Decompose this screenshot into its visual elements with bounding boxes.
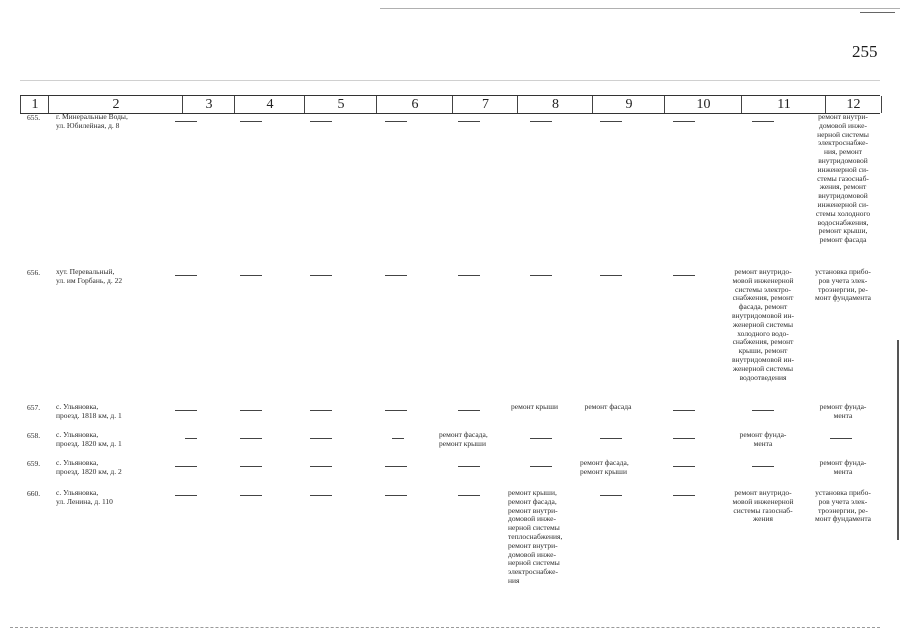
empty-cell-dash [240, 495, 262, 496]
column-header: 1 [20, 96, 49, 113]
empty-cell-dash [310, 410, 332, 411]
scan-edge-line [860, 12, 895, 13]
work-cell-col12: ремонт фунда- мента [819, 458, 867, 476]
empty-cell-dash [673, 275, 695, 276]
work-cell-col12: ремонт внутри- домовой инже- нерной системы электроснабже- ния, ремонт внутридомовой инженерной си- стемы газоснаб- жения, ремонт внутридомовой инженерной си- стемы холодного водоснабжения, ремонт крыши, ремонт фасада [815, 112, 871, 245]
empty-cell-dash [530, 275, 552, 276]
empty-cell-dash [530, 121, 552, 122]
column-header: 9 [592, 96, 665, 113]
empty-cell-dash [175, 466, 197, 467]
work-cell-col9: ремонт фасада [584, 402, 632, 411]
empty-cell-dash [600, 438, 622, 439]
empty-cell-dash [752, 466, 774, 467]
column-header: 6 [376, 96, 453, 113]
empty-cell-dash [310, 466, 332, 467]
empty-cell-dash [175, 275, 197, 276]
column-header: 2 [48, 96, 183, 113]
empty-cell-dash [175, 495, 197, 496]
empty-cell-dash [175, 410, 197, 411]
empty-cell-dash [240, 466, 262, 467]
empty-cell-dash [240, 121, 262, 122]
empty-cell-dash [385, 466, 407, 467]
empty-cell-dash [458, 121, 480, 122]
empty-cell-dash [310, 438, 332, 439]
row-number: 660. [27, 489, 41, 498]
work-cell-col11: ремонт внутридо- мовой инженерной системы газоснаб- жения [732, 488, 794, 524]
empty-cell-dash [600, 275, 622, 276]
column-header: 3 [182, 96, 235, 113]
empty-cell-dash [385, 495, 407, 496]
empty-cell-dash [385, 275, 407, 276]
empty-cell-dash [673, 410, 695, 411]
empty-cell-dash [752, 410, 774, 411]
row-number: 657. [27, 403, 41, 412]
scan-edge-line [20, 80, 880, 81]
address-cell: с. Ульяновка, ул. Ленина, д. 110 [56, 488, 113, 506]
row-number: 658. [27, 431, 41, 440]
address-cell: с. Ульяновка, проезд. 1818 км, д. 1 [56, 402, 122, 420]
empty-cell-dash [673, 466, 695, 467]
empty-cell-dash [310, 495, 332, 496]
work-cell-col7: ремонт фасада, ремонт крыши [439, 430, 488, 448]
address-cell: г. Минеральные Воды, ул. Юбилейная, д. 8 [56, 112, 128, 130]
empty-cell-dash [385, 410, 407, 411]
empty-cell-dash [830, 438, 852, 439]
column-header: 10 [664, 96, 742, 113]
column-header: 7 [452, 96, 518, 113]
scan-edge-line [380, 8, 900, 9]
empty-cell-dash [240, 275, 262, 276]
row-number: 655. [27, 113, 41, 122]
row-number: 659. [27, 459, 41, 468]
column-header: 8 [517, 96, 593, 113]
empty-cell-dash [673, 438, 695, 439]
empty-cell-dash [392, 438, 404, 439]
empty-cell-dash [600, 495, 622, 496]
work-cell-col8: ремонт крыши [511, 402, 558, 411]
empty-cell-dash [673, 495, 695, 496]
address-cell: хут. Перевальный, ул. им Горбань, д. 22 [56, 267, 123, 285]
empty-cell-dash [185, 438, 197, 439]
empty-cell-dash [673, 121, 695, 122]
column-header: 5 [304, 96, 377, 113]
address-cell: с. Ульяновка, проезд. 1820 км, д. 2 [56, 458, 122, 476]
empty-cell-dash [458, 466, 480, 467]
scan-bottom-rule [10, 627, 880, 628]
column-header: 4 [234, 96, 305, 113]
column-header: 11 [741, 96, 826, 113]
work-cell-col11: ремонт фунда- мента [739, 430, 787, 448]
empty-cell-dash [752, 121, 774, 122]
empty-cell-dash [458, 410, 480, 411]
work-cell-col8: ремонт крыши, ремонт фасада, ремонт внутри- домовой инже- нерной системы теплоснабжения, ремонт внутри- домовой инже- нерной системы электроснабже- ния [508, 488, 563, 585]
empty-cell-dash [458, 495, 480, 496]
empty-cell-dash [458, 275, 480, 276]
work-cell-col12: ремонт фунда- мента [819, 402, 867, 420]
empty-cell-dash [385, 121, 407, 122]
empty-cell-dash [530, 438, 552, 439]
empty-cell-dash [310, 275, 332, 276]
work-cell-col12: установка прибо- ров учета элек- троэнергии, ре- монт фундамента [814, 488, 872, 524]
table-header [20, 95, 880, 114]
column-header: 12 [825, 96, 882, 113]
empty-cell-dash [530, 466, 552, 467]
page-number: 255 [852, 42, 878, 61]
empty-cell-dash [175, 121, 197, 122]
address-cell: с. Ульяновка, проезд. 1820 км, д. 1 [56, 430, 122, 448]
row-number: 656. [27, 268, 41, 277]
empty-cell-dash [240, 438, 262, 439]
empty-cell-dash [240, 410, 262, 411]
empty-cell-dash [310, 121, 332, 122]
work-cell-col11: ремонт внутридо- мовой инженерной системы электро- снабжения, ремонт фасада, ремонт внутридомовой ин- женерной системы холодного водо- снабжения, ремонт крыши, ремонт внутридомовой ин- женерной системы водоотведения [731, 267, 794, 382]
scan-edge-bar [897, 340, 899, 540]
work-cell-col9: ремонт фасада, ремонт крыши [580, 458, 629, 476]
empty-cell-dash [600, 121, 622, 122]
work-cell-col12: установка прибо- ров учета элек- троэнергии, ре- монт фундамента [814, 267, 872, 303]
